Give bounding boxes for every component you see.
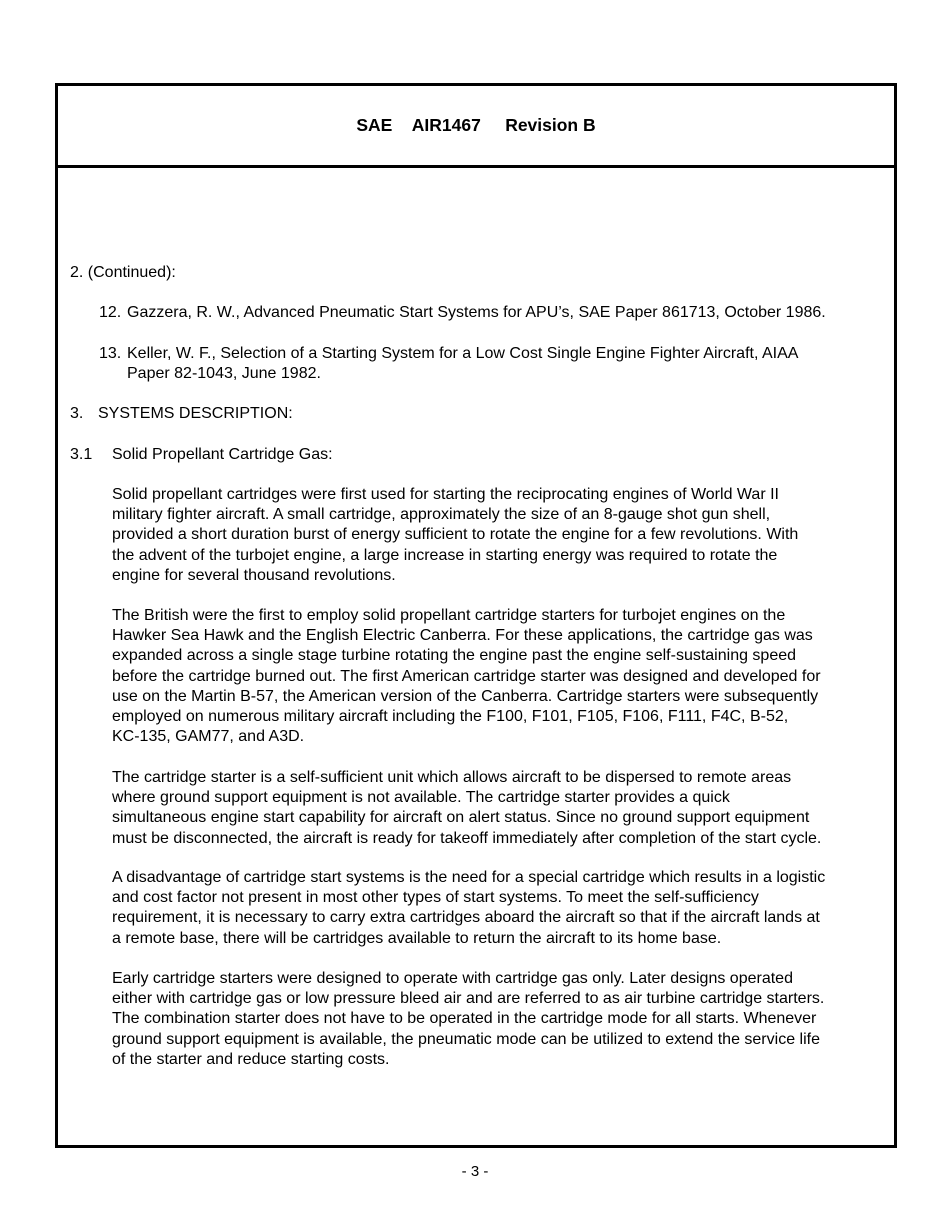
document-header — [58, 86, 894, 168]
paragraph-1 — [112, 485, 882, 586]
page-number: - 3 - — [461, 1163, 489, 1180]
paragraph-text: The cartridge starter is a self-sufficient unit which allows aircraft to be dispersed to remote areas where ground support equipment is not available. The cartridge starter provides a quick simultaneous engine start capability for aircraft on alert status. Since no ground support equipment must be disconnected, the aircraft is ready for takeoff immediately after completion of the start cycle. — [112, 769, 822, 847]
reference-13-text: Keller, W. F., Selection of a Starting System for a Low Cost Single Engine Fighter Aircraft, AIAA — [127, 345, 799, 362]
paragraph-text: Solid propellant cartridges were first used for starting the reciprocating engines of World War II military fighter aircraft. A small cartridge, approximately the size of an 8-gauge shot gun shell, provided a short duration burst of energy sufficient to rotate the engine for a few revolutions. With the advent of the turbojet engine, a large increase in starting energy was required to rotate the engine for several thousand revolutions. — [112, 486, 799, 584]
section-3-number: 3. — [70, 405, 84, 422]
header-doc-number: AIR1467 — [411, 115, 481, 135]
section-3-heading: SYSTEMS DESCRIPTION: — [98, 405, 293, 422]
reference-13-text-continued: Paper 82-1043, June 1982. — [127, 365, 321, 382]
reference-12-number: 12. — [99, 304, 122, 321]
paragraph-text: The British were the first to employ solid propellant cartridge starters for turbojet engines on the Hawker Sea Hawk and the English Electric Canberra. For these applications, the cartridge gas was expanded across a single stage turbine rotating the engine past the engine self-sustaining speed before the cartridge burned out. The first American cartridge starter was designed and developed for use on the Martin B-57, the American version of the Canberra. Cartridge starters were subsequently employed on numerous military aircraft including the F100, F101, F105, F106, F111, F4C, B-52, KC-135, GAM77, and A3D. — [112, 607, 821, 746]
header-revision: Revision B — [505, 115, 596, 135]
paragraph-3 — [112, 768, 882, 849]
paragraph-2 — [112, 606, 882, 747]
page-frame — [55, 83, 897, 1148]
paragraph-5 — [112, 969, 882, 1070]
section-2-heading: 2. (Continued): — [70, 264, 176, 281]
header-org: SAE — [356, 115, 393, 135]
paragraph-text: A disadvantage of cartridge start systems is the need for a special cartridge which results in a logistic and cost factor not present in most other types of start systems. To meet the self-sufficiency requirement, it is necessary to carry extra cartridges aboard the aircraft so that if the aircraft lands at a remote base, there will be cartridges available to return the aircraft to its home base. — [112, 869, 826, 947]
section-3-1-heading: Solid Propellant Cartridge Gas: — [112, 446, 333, 463]
section-3-1-number: 3.1 — [70, 446, 93, 463]
paragraph-4 — [112, 868, 882, 949]
paragraph-text: Early cartridge starters were designed to operate with cartridge gas only. Later designs operated either with cartridge gas or low pressure bleed air and are referred to as air turbine cartridge starters. The combination starter does not have to be operated in the cartridge mode for all starts. Whenever ground support equipment is available, the pneumatic mode can be utilized to extend the service life of the starter and reduce starting costs. — [112, 970, 825, 1068]
reference-13-number: 13. — [99, 345, 122, 362]
reference-12-text: Gazzera, R. W., Advanced Pneumatic Start Systems for APU’s, SAE Paper 861713, October 1986. — [127, 304, 826, 321]
